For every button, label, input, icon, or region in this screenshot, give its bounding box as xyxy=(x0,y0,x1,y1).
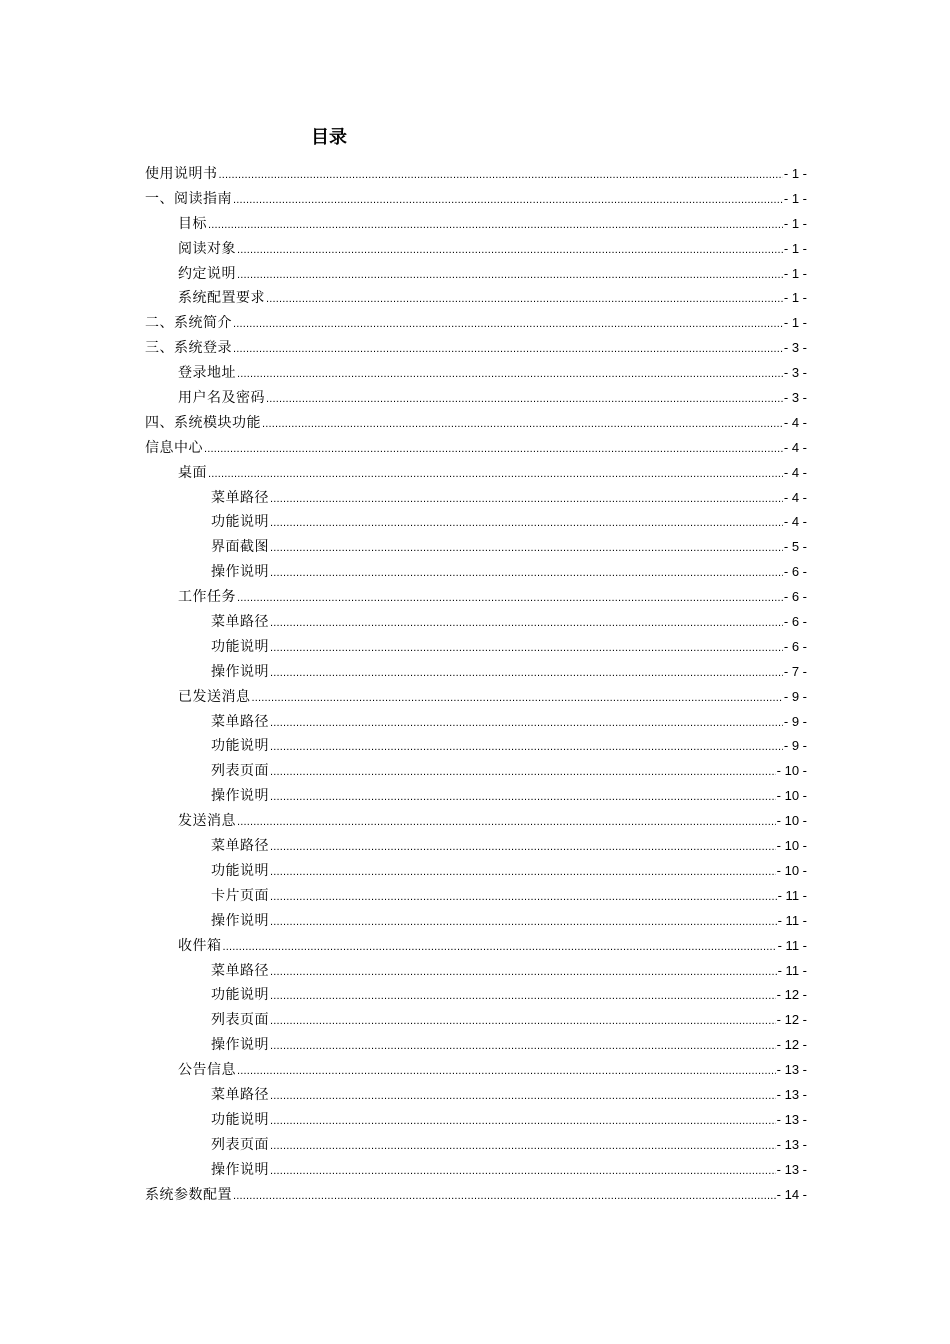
toc-page-number[interactable]: - 4 - xyxy=(783,489,807,505)
toc-entry-title[interactable]: 操作说明 xyxy=(211,912,269,929)
toc-page-number[interactable]: - 3 - xyxy=(783,365,807,381)
toc-entry[interactable] xyxy=(145,311,807,336)
toc-entry-title[interactable]: 公告信息 xyxy=(178,1062,236,1079)
toc-dot-leader xyxy=(270,835,776,860)
toc-dot-leader xyxy=(223,935,777,960)
toc-dot-leader xyxy=(233,312,783,337)
toc-dot-leader xyxy=(270,1109,776,1134)
toc-entry[interactable] xyxy=(145,336,807,361)
toc-page-number[interactable]: - 9 - xyxy=(783,738,807,754)
toc-entry-title[interactable]: 功能说明 xyxy=(211,987,269,1004)
toc-entry-title[interactable]: 使用说明书 xyxy=(145,166,218,182)
toc-entry[interactable] xyxy=(145,237,807,262)
toc-entry[interactable] xyxy=(145,510,807,535)
toc-dot-leader xyxy=(270,1159,776,1184)
toc-page-number[interactable]: - 9 - xyxy=(783,688,807,704)
toc-page-number[interactable]: - 1 - xyxy=(783,215,807,231)
toc-dot-leader xyxy=(208,213,783,238)
toc-entry-title[interactable]: 桌面 xyxy=(178,464,207,481)
toc-dot-leader xyxy=(270,960,777,985)
toc-entry[interactable] xyxy=(145,386,807,411)
toc-page-number[interactable]: - 13 - xyxy=(776,1161,807,1177)
toc-dot-leader xyxy=(270,611,783,636)
toc-entry-title[interactable]: 目标 xyxy=(178,215,207,232)
toc-dot-leader xyxy=(270,711,783,736)
toc-dot-leader xyxy=(266,287,783,312)
toc-page-number[interactable]: - 1 - xyxy=(783,190,807,206)
toc-entry[interactable] xyxy=(145,535,807,560)
toc-page-number[interactable]: - 6 - xyxy=(783,614,807,630)
toc-dot-leader xyxy=(252,686,783,711)
toc-entry[interactable] xyxy=(145,1183,807,1208)
toc-page-number[interactable]: - 1 - xyxy=(783,265,807,281)
toc-page-number[interactable]: - 4 - xyxy=(783,514,807,530)
toc-page-number[interactable]: - 6 - xyxy=(783,564,807,580)
toc-entry-title[interactable]: 阅读对象 xyxy=(178,240,236,257)
toc-entry-title[interactable]: 二、系统简介 xyxy=(145,315,232,332)
toc-dot-leader xyxy=(270,1009,776,1034)
toc-entry-title[interactable]: 功能说明 xyxy=(211,862,269,879)
toc-entry-title[interactable]: 列表页面 xyxy=(211,1012,269,1029)
toc-entry[interactable] xyxy=(145,759,807,784)
toc-dot-leader xyxy=(219,163,783,188)
toc-entry[interactable] xyxy=(145,436,807,461)
toc-page-number[interactable]: - 14 - xyxy=(776,1186,807,1202)
toc-entry-title[interactable]: 功能说明 xyxy=(211,1111,269,1128)
toc-entry-title[interactable]: 功能说明 xyxy=(211,738,269,755)
toc-page-number[interactable]: - 13 - xyxy=(776,1062,807,1078)
toc-page-number[interactable]: - 12 - xyxy=(776,987,807,1003)
toc-dot-leader xyxy=(270,860,776,885)
toc-dot-leader xyxy=(270,760,776,785)
toc-entry-title[interactable]: 工作任务 xyxy=(178,589,236,606)
toc-dot-leader xyxy=(270,785,776,810)
toc-entry[interactable] xyxy=(145,1058,807,1083)
toc-page-number[interactable]: - 7 - xyxy=(783,663,807,679)
toc-entry-title[interactable]: 菜单路径 xyxy=(211,614,269,631)
toc-title: 目录 xyxy=(311,127,347,148)
toc-entry[interactable] xyxy=(145,162,807,187)
toc-entry-title[interactable]: 功能说明 xyxy=(211,638,269,655)
toc-entry[interactable] xyxy=(145,212,807,237)
toc-page-number[interactable]: - 13 - xyxy=(776,1086,807,1102)
toc-page-number[interactable]: - 5 - xyxy=(783,539,807,555)
toc-dot-leader xyxy=(204,437,783,462)
toc-page-number[interactable]: - 10 - xyxy=(776,763,807,779)
toc-entry[interactable] xyxy=(145,262,807,287)
toc-page-number[interactable]: - 10 - xyxy=(776,788,807,804)
toc-dot-leader xyxy=(237,362,783,387)
toc-dot-leader xyxy=(237,1059,776,1084)
toc-page-number[interactable]: - 9 - xyxy=(783,713,807,729)
toc-page-number[interactable]: - 4 - xyxy=(783,439,807,455)
toc-entry-title[interactable]: 四、系统模块功能 xyxy=(145,414,261,431)
toc-dot-leader xyxy=(237,263,783,288)
toc-entry-title[interactable]: 列表页面 xyxy=(211,1136,269,1153)
toc-entry[interactable] xyxy=(145,585,807,610)
toc-entry-title[interactable]: 信息中心 xyxy=(145,439,203,456)
toc-dot-leader xyxy=(237,586,783,611)
toc-dot-leader xyxy=(208,462,783,487)
toc-entry-title[interactable]: 已发送消息 xyxy=(178,688,251,705)
toc-dot-leader xyxy=(270,511,783,536)
toc-entry-title[interactable]: 约定说明 xyxy=(178,265,236,282)
toc-page-number[interactable]: - 11 - xyxy=(777,962,807,978)
toc-entry-title[interactable]: 操作说明 xyxy=(211,1161,269,1178)
toc-dot-leader xyxy=(237,810,776,835)
toc-dot-leader xyxy=(270,561,783,586)
toc-dot-leader xyxy=(270,1084,776,1109)
toc-entry-title[interactable]: 三、系统登录 xyxy=(145,340,232,357)
toc-entry-title[interactable]: 菜单路径 xyxy=(211,1086,269,1103)
toc-entry-title[interactable]: 菜单路径 xyxy=(211,962,269,979)
toc-entry-title[interactable]: 操作说明 xyxy=(211,663,269,680)
toc-entry[interactable] xyxy=(145,560,807,585)
toc-entry[interactable] xyxy=(145,1008,807,1033)
toc-entry-title[interactable]: 系统参数配置 xyxy=(145,1186,232,1203)
toc-entry[interactable] xyxy=(145,884,807,909)
toc-page-number[interactable]: - 10 - xyxy=(776,838,807,854)
toc-entry[interactable] xyxy=(145,1033,807,1058)
toc-dot-leader xyxy=(270,910,777,935)
toc-entry[interactable] xyxy=(145,710,807,735)
toc-dot-leader xyxy=(233,188,783,213)
toc-page-number[interactable]: - 1 - xyxy=(783,166,807,181)
toc-page-number[interactable]: - 11 - xyxy=(777,912,807,928)
toc-page-number[interactable]: - 1 - xyxy=(783,240,807,256)
toc-page-number[interactable]: - 11 - xyxy=(777,937,807,953)
toc-entry-title[interactable]: 操作说明 xyxy=(211,564,269,581)
toc-entry-title[interactable]: 菜单路径 xyxy=(211,713,269,730)
toc-dot-leader xyxy=(270,735,783,760)
toc-entry[interactable] xyxy=(145,685,807,710)
toc-dot-leader xyxy=(270,636,783,661)
toc-entry[interactable] xyxy=(145,1158,807,1183)
toc-page-number[interactable]: - 6 - xyxy=(783,589,807,605)
toc-entry[interactable] xyxy=(145,461,807,486)
toc-entry-title[interactable]: 系统配置要求 xyxy=(178,290,265,307)
toc-page-number[interactable]: - 13 - xyxy=(776,1111,807,1127)
toc-dot-leader xyxy=(262,412,783,437)
toc-entry[interactable] xyxy=(145,486,807,511)
toc-entry[interactable] xyxy=(145,934,807,959)
toc-entry[interactable] xyxy=(145,635,807,660)
toc-entry-title[interactable]: 菜单路径 xyxy=(211,489,269,506)
toc-entry[interactable] xyxy=(145,610,807,635)
toc-entry[interactable] xyxy=(145,361,807,386)
toc-dot-leader xyxy=(237,238,783,263)
toc-page-number[interactable]: - 6 - xyxy=(783,638,807,654)
toc-page-number[interactable]: - 12 - xyxy=(776,1037,807,1053)
toc-dot-leader xyxy=(270,536,783,561)
toc-entry-title[interactable]: 登录地址 xyxy=(178,365,236,382)
toc-page-number[interactable]: - 1 - xyxy=(783,290,807,306)
toc-entry-title[interactable]: 收件箱 xyxy=(178,937,222,954)
toc-page-number[interactable]: - 4 - xyxy=(783,464,807,480)
toc-dot-leader xyxy=(270,984,776,1009)
toc-entry[interactable] xyxy=(145,734,807,759)
toc-entry[interactable] xyxy=(145,983,807,1008)
toc-dot-leader xyxy=(270,487,783,512)
toc-page-number[interactable]: - 4 - xyxy=(783,414,807,430)
toc-entry-title[interactable]: 卡片页面 xyxy=(211,887,269,904)
toc-entry-title[interactable]: 操作说明 xyxy=(211,1037,269,1054)
toc-entry-title[interactable]: 界面截图 xyxy=(211,539,269,556)
toc-page-number[interactable]: - 12 - xyxy=(776,1012,807,1028)
toc-page-number[interactable]: - 3 - xyxy=(783,390,807,406)
toc-dot-leader xyxy=(266,387,783,412)
toc-list xyxy=(145,162,807,1207)
toc-entry-title[interactable]: 一、阅读指南 xyxy=(145,190,232,207)
toc-entry-title[interactable]: 用户名及密码 xyxy=(178,390,265,407)
toc-page-number[interactable]: - 3 - xyxy=(783,340,807,356)
toc-entry[interactable] xyxy=(145,286,807,311)
toc-dot-leader xyxy=(270,885,777,910)
toc-entry[interactable] xyxy=(145,834,807,859)
toc-entry[interactable] xyxy=(145,1133,807,1158)
toc-page-number[interactable]: - 13 - xyxy=(776,1136,807,1152)
toc-entry[interactable] xyxy=(145,784,807,809)
toc-entry[interactable] xyxy=(145,411,807,436)
toc-entry[interactable] xyxy=(145,1083,807,1108)
toc-entry-title[interactable]: 菜单路径 xyxy=(211,838,269,855)
toc-entry-title[interactable]: 功能说明 xyxy=(211,514,269,531)
toc-entry[interactable] xyxy=(145,660,807,685)
toc-dot-leader xyxy=(270,1134,776,1159)
toc-page-number[interactable]: - 10 - xyxy=(776,813,807,829)
toc-entry[interactable] xyxy=(145,909,807,934)
toc-entry[interactable] xyxy=(145,187,807,212)
toc-dot-leader xyxy=(233,1184,776,1209)
toc-page-number[interactable]: - 10 - xyxy=(776,862,807,878)
toc-entry[interactable] xyxy=(145,959,807,984)
toc-dot-leader xyxy=(270,661,783,686)
toc-entry[interactable] xyxy=(145,859,807,884)
toc-entry-title[interactable]: 发送消息 xyxy=(178,813,236,830)
toc-page-number[interactable]: - 11 - xyxy=(777,887,807,903)
toc-entry-title[interactable]: 操作说明 xyxy=(211,788,269,805)
toc-entry[interactable] xyxy=(145,1108,807,1133)
toc-entry-title[interactable]: 列表页面 xyxy=(211,763,269,780)
toc-page-number[interactable]: - 1 - xyxy=(783,315,807,331)
toc-entry[interactable] xyxy=(145,809,807,834)
toc-dot-leader xyxy=(270,1034,776,1059)
toc-dot-leader xyxy=(233,337,783,362)
